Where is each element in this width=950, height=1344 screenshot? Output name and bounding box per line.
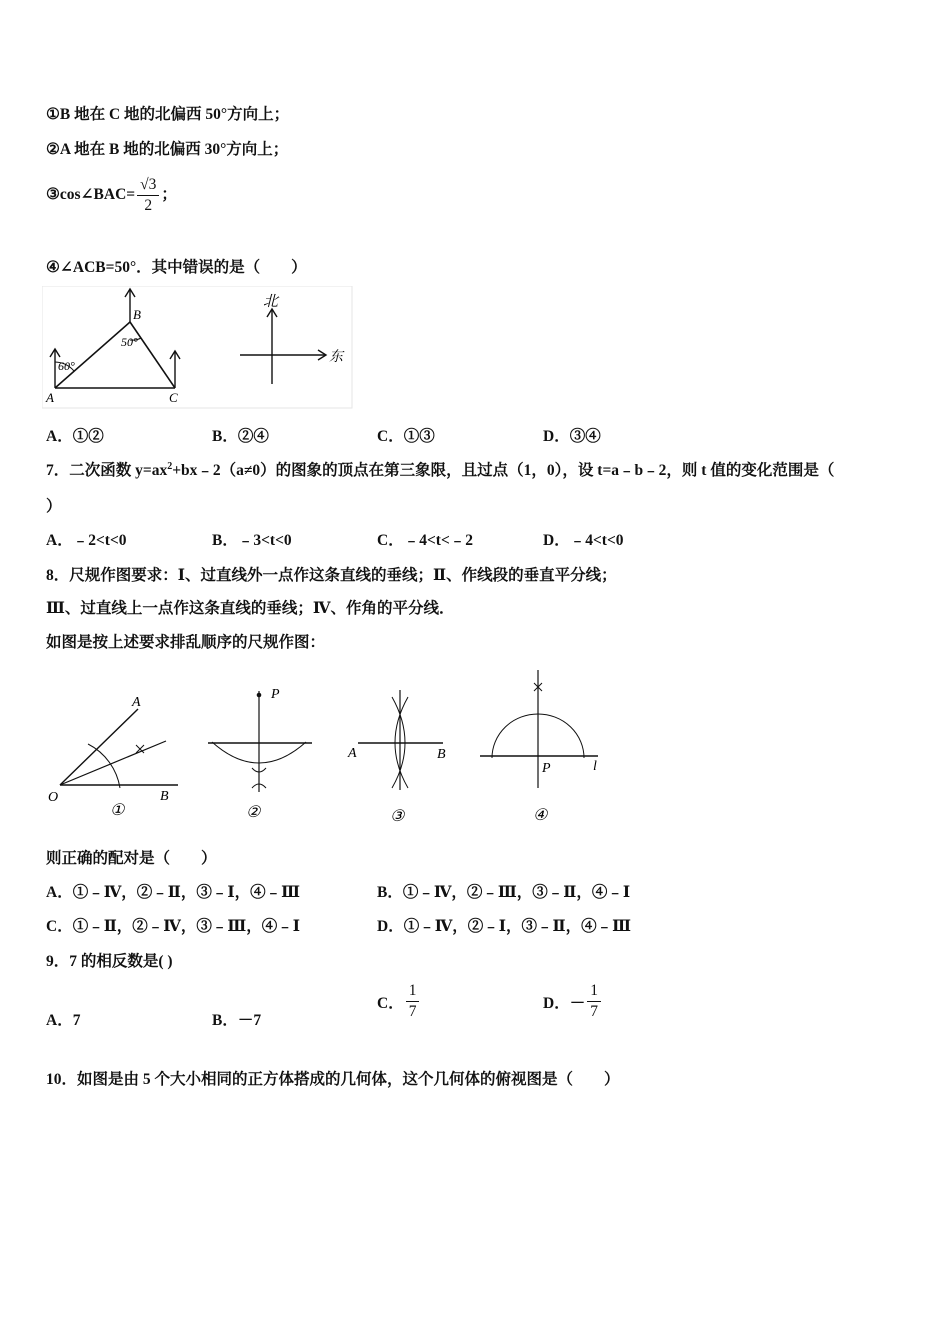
- fig1-number: ①: [110, 802, 125, 819]
- construction-3: [347, 690, 446, 825]
- q9-option-d[interactable]: [543, 982, 603, 1021]
- q6-option-b[interactable]: B．②④: [212, 428, 269, 445]
- fraction-numerator: √3: [140, 176, 157, 193]
- north-label: 北: [263, 294, 279, 310]
- fig2-label-p: P: [271, 687, 280, 702]
- sqrt3-over-2-fraction: [137, 176, 159, 215]
- fig4-label-l: l: [593, 759, 597, 774]
- fig3-number: ③: [390, 808, 405, 825]
- q9-option-b[interactable]: B．－7: [212, 1012, 262, 1029]
- q8-stem-line-3: 如图是按上述要求排乱顺序的尺规作图：: [46, 634, 326, 651]
- q7-stem-rest: +bx﹣2（a≠0）的图象的顶点在第三象限，且过点（1，0），设 t=a﹣b﹣2，则 t 值的变化范围是（: [172, 462, 835, 479]
- fig1-label-o: O: [48, 790, 59, 805]
- q8-prompt: 则正确的配对是（ ）: [46, 850, 217, 867]
- q6-option-a[interactable]: A．①②: [46, 428, 104, 445]
- q7-option-a[interactable]: A．﹣2<t<0: [46, 532, 127, 549]
- angle-60-label: 60°: [58, 359, 75, 373]
- q8-option-a[interactable]: A．①﹣Ⅳ，②﹣Ⅱ，③﹣Ⅰ，④﹣Ⅲ: [46, 884, 300, 901]
- construction-1: [48, 695, 178, 819]
- q7-exponent: 2: [167, 460, 173, 472]
- q7-option-c[interactable]: C．﹣4<t<﹣2: [377, 532, 474, 549]
- q9-option-d-label: D．－: [543, 994, 586, 1012]
- q7-stem-lead: 7．二次函数 y=ax: [46, 462, 168, 479]
- q6-statement-3: [46, 176, 177, 215]
- q8-stem-line-2: Ⅲ、过直线上一点作这条直线的垂线；Ⅳ、作角的平分线．: [46, 600, 455, 617]
- q7-option-d[interactable]: D．﹣4<t<0: [543, 532, 624, 549]
- q6-option-d[interactable]: D．③④: [543, 428, 601, 445]
- label-b: B: [133, 307, 141, 322]
- construction-2: [208, 687, 312, 821]
- segment-bc: [130, 322, 175, 388]
- q8-option-c[interactable]: C．①﹣Ⅱ，②﹣Ⅳ，③﹣Ⅲ，④﹣Ⅰ: [46, 918, 300, 935]
- fraction-numerator: 1: [408, 982, 417, 999]
- q8-constructions-figure: [40, 664, 610, 834]
- east-label: 东: [329, 350, 343, 365]
- q7-option-b[interactable]: B．﹣3<t<0: [212, 532, 292, 549]
- q8-stem-line-1: 8．尺规作图要求：Ⅰ、过直线外一点作这条直线的垂线；Ⅱ、作线段的垂直平分线；: [46, 567, 617, 584]
- angle-50-label: 50°: [121, 335, 138, 349]
- fig4-label-p: P: [542, 761, 551, 776]
- label-a: A: [46, 390, 54, 405]
- fraction-denominator: 7: [408, 1003, 417, 1020]
- q6-direction-figure: [42, 286, 354, 410]
- q6-statement-1: ①B 地在 C 地的北偏西 50°方向上；: [46, 106, 290, 123]
- q6-option-c[interactable]: C．①③: [377, 428, 435, 445]
- q6-statement-2: ②A 地在 B 地的北偏西 30°方向上；: [46, 141, 289, 158]
- q8-option-d[interactable]: D．①﹣Ⅳ，②﹣Ⅰ，③﹣Ⅱ，④﹣Ⅲ: [377, 918, 631, 935]
- fraction-denominator: 2: [144, 197, 153, 214]
- q7-stem-close: ）: [46, 498, 62, 515]
- q9-option-a[interactable]: A．7: [46, 1012, 81, 1029]
- fig3-label-a: A: [348, 746, 357, 761]
- fig3-label-b: B: [437, 747, 446, 762]
- q10-stem: 10．如图是由 5 个大小相同的正方体搭成的几何体，这个几何体的俯视图是（ ）: [46, 1071, 620, 1088]
- one-seventh-fraction: [587, 982, 601, 1021]
- q9-stem: 9．7 的相反数是( ): [46, 953, 173, 970]
- construction-4: [480, 670, 598, 824]
- fig2-number: ②: [246, 804, 261, 821]
- fig1-label-a: A: [132, 695, 141, 710]
- q6-statement-4: ④∠ACB=50°．其中错误的是（ ）: [46, 259, 307, 276]
- q7-stem: [46, 458, 834, 480]
- q8-option-b[interactable]: B．①﹣Ⅳ，②﹣Ⅲ，③﹣Ⅱ，④﹣Ⅰ: [377, 884, 631, 901]
- fig4-number: ④: [533, 807, 548, 824]
- fig1-label-b: B: [160, 789, 169, 804]
- label-c: C: [169, 390, 178, 405]
- fraction-numerator: 1: [590, 982, 598, 999]
- q9-option-c[interactable]: [377, 982, 421, 1021]
- segment-ab: [55, 322, 130, 388]
- q6-s3-prefix: ③cos∠BAC=: [46, 186, 136, 204]
- fraction-denominator: 7: [590, 1003, 598, 1020]
- one-seventh-fraction: [406, 982, 420, 1021]
- q9-option-c-label: C．: [377, 994, 404, 1012]
- q6-s3-suffix: ；: [161, 186, 177, 204]
